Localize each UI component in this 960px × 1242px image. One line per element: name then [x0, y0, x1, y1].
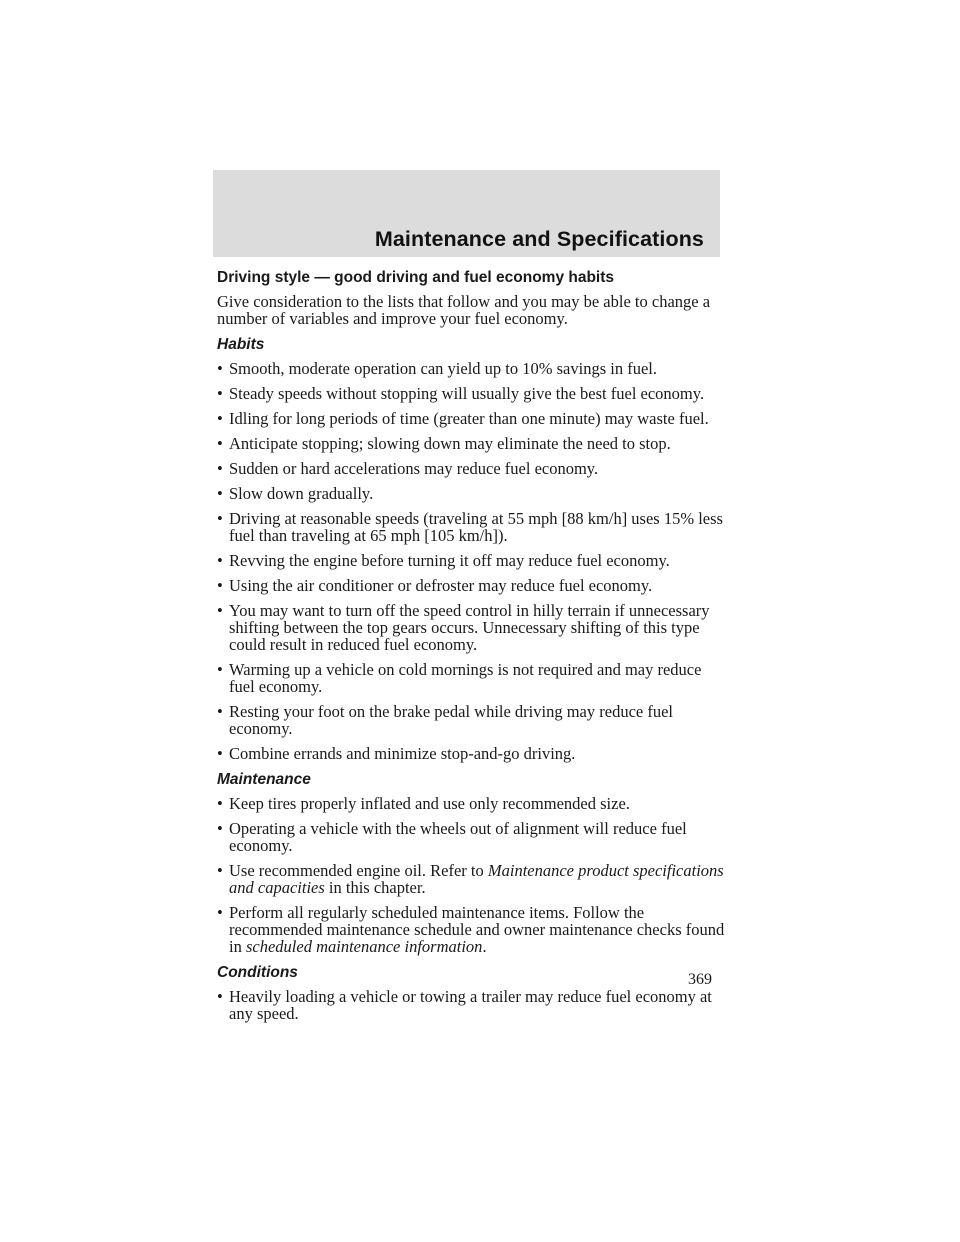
list-item: [217, 385, 727, 402]
bullet-icon: •: [217, 551, 223, 570]
bullet-icon: •: [217, 794, 223, 813]
bullet-icon: •: [217, 409, 223, 428]
habits-list: [217, 360, 727, 762]
maintenance-list: [217, 795, 727, 955]
cross-reference: scheduled maintenance information: [245, 937, 483, 956]
list-item-text: You may want to turn off the speed control in hilly terrain if unnecessary shifting between the top gears occurs. Unnecessary shifting of this type could result in reduced fuel economy.: [229, 601, 710, 654]
list-item-text: Warming up a vehicle on cold mornings is not required and may reduce fuel economy.: [229, 660, 702, 696]
list-item-text: Driving at reasonable speeds (traveling at 55 mph [88 km/h] uses 15% less fuel than traveling at 65 mph [105 km/h]).: [229, 509, 723, 545]
list-item-text: .: [482, 937, 487, 956]
list-item-text: Operating a vehicle with the wheels out of alignment will reduce fuel economy.: [229, 819, 687, 855]
list-item: [217, 661, 727, 695]
list-item: [217, 435, 727, 452]
bullet-icon: •: [217, 359, 223, 378]
list-item-text: Heavily loading a vehicle or towing a trailer may reduce fuel economy at any speed.: [229, 987, 712, 1023]
intro-paragraph: Give consideration to the lists that follow and you may be able to change a number of variables and improve your fuel economy.: [217, 292, 711, 328]
list-item-text: in this chapter.: [328, 878, 426, 897]
chapter-title: Maintenance and Specifications: [374, 227, 704, 251]
list-item: [217, 460, 727, 477]
bullet-icon: •: [217, 459, 223, 478]
list-item: [217, 820, 727, 854]
bullet-icon: •: [217, 484, 223, 503]
bullet-icon: •: [217, 660, 223, 679]
maintenance-heading: Maintenance: [217, 771, 311, 788]
list-item: [217, 745, 727, 762]
header-band: [213, 170, 720, 257]
list-item-text: Sudden or hard accelerations may reduce fuel economy.: [229, 459, 599, 478]
list-item: [217, 485, 727, 502]
bullet-icon: •: [217, 702, 223, 721]
list-item-text: Slow down gradually.: [229, 484, 374, 503]
list-item-text: Combine errands and minimize stop-and-go driving.: [229, 744, 576, 763]
list-item-text: Perform all regularly scheduled maintenance items. Follow the recommended maintenance schedule and owner maintenance checks found in: [229, 903, 725, 956]
bullet-icon: •: [217, 509, 223, 528]
list-item: [217, 703, 727, 737]
conditions-list: [217, 988, 727, 1022]
bullet-icon: •: [217, 819, 223, 838]
bullet-icon: •: [217, 903, 223, 922]
list-item: [217, 795, 727, 812]
list-item-text: Steady speeds without stopping will usually give the best fuel economy.: [229, 384, 705, 403]
list-item-text: Revving the engine before turning it off may reduce fuel economy.: [229, 551, 670, 570]
habits-heading: Habits: [217, 336, 265, 353]
list-item-text: Use recommended engine oil. Refer to: [229, 861, 484, 880]
list-item: [217, 577, 727, 594]
list-item-text: Using the air conditioner or defroster may reduce fuel economy.: [229, 576, 653, 595]
bullet-icon: •: [217, 576, 223, 595]
list-item: [217, 862, 727, 896]
bullet-icon: •: [217, 601, 223, 620]
section-heading: Driving style — good driving and fuel economy habits: [217, 269, 615, 286]
bullet-icon: •: [217, 384, 223, 403]
list-item-text: Anticipate stopping; slowing down may eliminate the need to stop.: [229, 434, 671, 453]
list-item: [217, 360, 727, 377]
conditions-heading: Conditions: [217, 964, 298, 981]
page-content: [217, 268, 727, 1030]
list-item: [217, 988, 727, 1022]
list-item: [217, 510, 727, 544]
cross-reference: Maintenance product specifications and capacities: [229, 861, 724, 897]
list-item: [217, 410, 727, 427]
list-item-text: Idling for long periods of time (greater than one minute) may waste fuel.: [229, 409, 709, 428]
page-number: 369: [688, 971, 712, 988]
list-item: [217, 552, 727, 569]
list-item-text: Keep tires properly inflated and use only recommended size.: [229, 794, 630, 813]
list-item: [217, 602, 727, 653]
list-item-text: Smooth, moderate operation can yield up to 10% savings in fuel.: [229, 359, 657, 378]
list-item: [217, 904, 727, 955]
list-item-text: Resting your foot on the brake pedal while driving may reduce fuel economy.: [229, 702, 673, 738]
bullet-icon: •: [217, 434, 223, 453]
bullet-icon: •: [217, 861, 223, 880]
bullet-icon: •: [217, 744, 223, 763]
bullet-icon: •: [217, 987, 223, 1006]
